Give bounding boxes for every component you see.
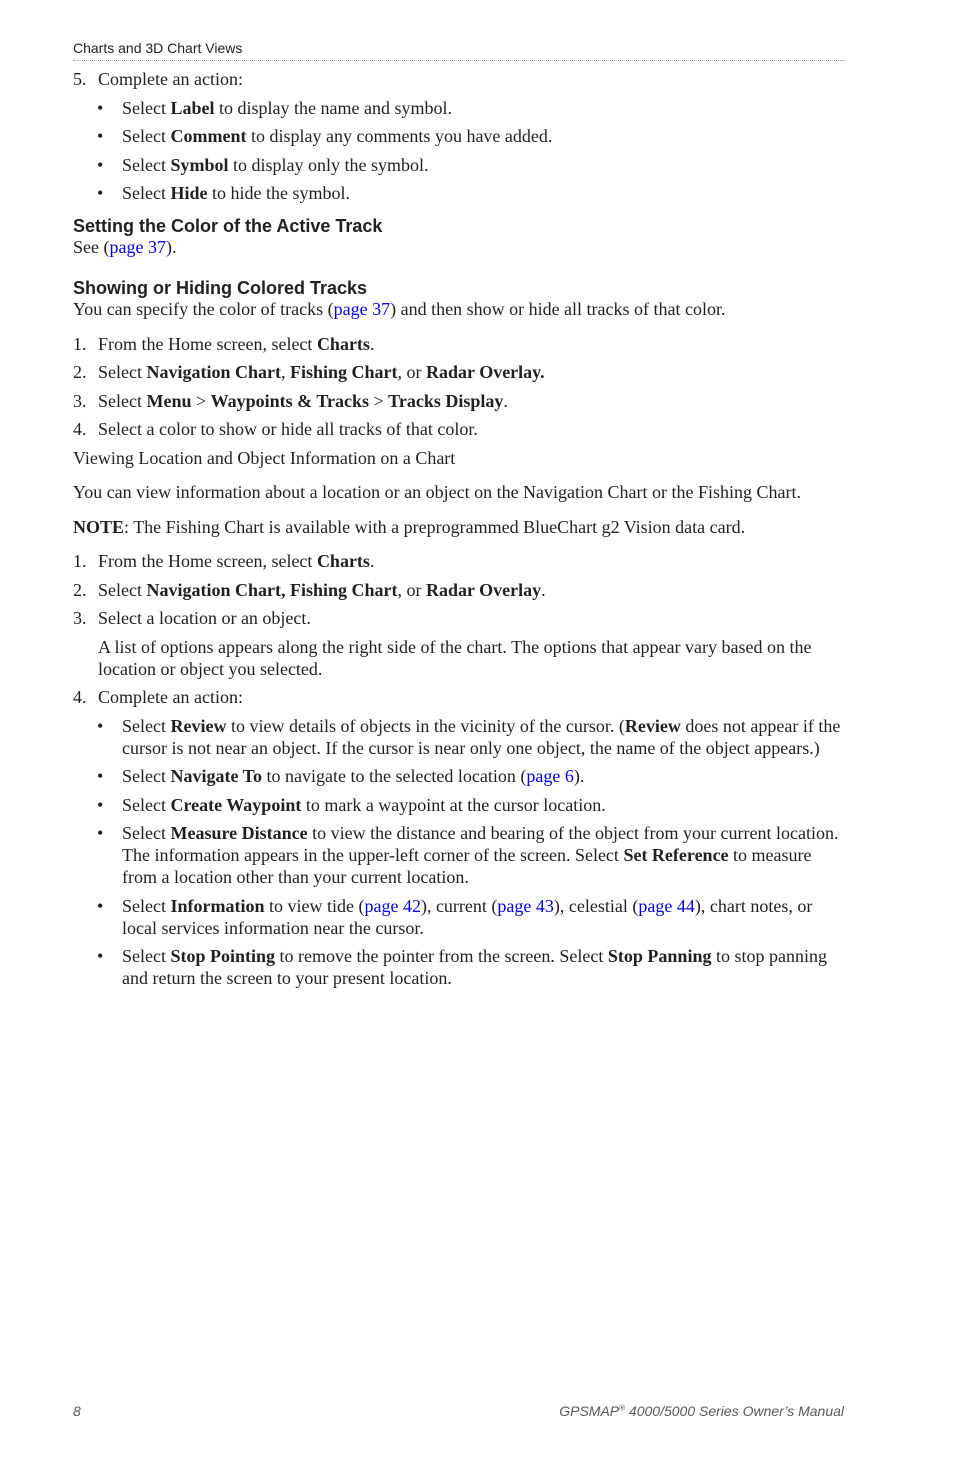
bullet-icon: • xyxy=(97,715,104,736)
step-number: 3. xyxy=(73,390,87,411)
page-content xyxy=(73,68,845,996)
bullet-icon: • xyxy=(97,946,104,966)
step-number: 1. xyxy=(73,333,87,354)
note xyxy=(73,516,845,538)
bullet-create-waypoint: • Select Create Waypoint to mark a waypoint at the cursor location. xyxy=(97,794,606,815)
option-hide: Hide xyxy=(170,183,208,203)
viewing-location-intro: You can view information about a location or an object on the Navigation Chart or the Fishing Chart. xyxy=(73,482,802,502)
bullet-icon: • xyxy=(97,823,104,843)
bullet-icon: • xyxy=(97,895,104,916)
viewing-step-3-detail: A list of options appears along the right side of the chart. The options that appear vary based on the location or object you selected. xyxy=(98,636,812,679)
page-number: 8 xyxy=(73,1403,81,1419)
step-number: 4. xyxy=(73,419,87,439)
tracks-step-2: 2. Select Navigation Chart, Fishing Chart, or Radar Overlay. xyxy=(73,362,545,382)
viewing-step-4: 4. Complete an action: xyxy=(73,687,243,707)
bullet-icon: • xyxy=(97,97,104,118)
bullet-hide: • Select Hide to hide the symbol. xyxy=(97,183,350,203)
bullet-icon: • xyxy=(97,183,104,203)
manual-title: GPSMAP® 4000/5000 Series Owner’s Manual xyxy=(559,1403,844,1419)
page-42-link[interactable]: page 42 xyxy=(364,895,421,916)
bullet-review: • Select Review to view details of objects in the vicinity of the cursor. (Review does not appear if the cursor is not near an object. If the cursor is near only one object, the name of the object appears.) xyxy=(97,715,841,758)
bullet-measure-distance: • Select Measure Distance to view the distance and bearing of the object from your current location. The information appears in the upper-left corner of the screen. Select Set Reference to measure from a location other than your current location. xyxy=(97,823,839,887)
bullet-navigate-to: • Select Navigate To to navigate to the selected location (page 6). xyxy=(97,766,585,786)
tracks-step-4: 4. Select a color to show or hide all tracks of that color. xyxy=(73,419,478,439)
bullet-information: • Select Information to view tide (page 42), current (page 43), celestial (page 44), chart notes, or local services information near the cursor. xyxy=(97,895,813,938)
running-header xyxy=(73,40,845,61)
option-symbol: Symbol xyxy=(170,154,229,175)
bullet-comment: • Select Comment to display any comments you have added. xyxy=(97,126,553,146)
viewing-location-title: Viewing Location and Object Information on a Chart xyxy=(73,447,456,468)
bullet-symbol: • Select Symbol to display only the symbol. xyxy=(97,154,429,175)
bullet-icon: • xyxy=(97,154,104,175)
option-label: Label xyxy=(170,97,215,118)
colored-tracks-intro: You can specify the color of tracks (page 37) and then show or hide all tracks of that color. xyxy=(73,299,726,319)
registered-mark: ® xyxy=(619,1403,626,1413)
option-comment: Comment xyxy=(170,126,247,146)
bullet-icon: • xyxy=(97,794,104,815)
step-number: 2. xyxy=(73,579,87,600)
heading-colored-tracks: Showing or Hiding Colored Tracks xyxy=(73,278,368,298)
bullet-icon: • xyxy=(97,126,104,146)
step-number: 2. xyxy=(73,362,87,382)
step-number: 1. xyxy=(73,551,87,571)
step-text: Complete an action: xyxy=(98,69,243,89)
step-number: 3. xyxy=(73,608,87,628)
viewing-step-2: 2. Select Navigation Chart, Fishing Chart, or Radar Overlay. xyxy=(73,579,546,600)
tracks-step-3: 3. Select Menu > Waypoints & Tracks > Tracks Display. xyxy=(73,390,508,411)
bullet-label: • Select Label to display the name and symbol. xyxy=(97,97,452,118)
bullet-icon: • xyxy=(97,766,104,786)
page-37-link[interactable]: page 37 xyxy=(333,299,391,319)
note-label: NOTE xyxy=(73,516,125,537)
page-44-link[interactable]: page 44 xyxy=(638,895,695,916)
viewing-step-3: 3. Select a location or an object. xyxy=(73,608,311,628)
page-43-link[interactable]: page 43 xyxy=(497,895,554,916)
note-text: : The Fishing Chart is available with a preprogrammed BlueChart g2 Vision data card. xyxy=(124,516,746,537)
step-number: 4. xyxy=(73,687,87,707)
tracks-step-1: 1. From the Home screen, select Charts. xyxy=(73,333,375,354)
page-6-link[interactable]: page 6 xyxy=(526,766,574,786)
step-number: 5. xyxy=(73,69,87,89)
heading-active-track-color: Setting the Color of the Active Track xyxy=(73,216,383,236)
bullet-stop-pointing: • Select Stop Pointing to remove the pointer from the screen. Select Stop Panning to stop panning and return the screen to your present location. xyxy=(97,946,827,988)
active-track-see-text: See (page 37). xyxy=(73,237,177,257)
step-complete-action xyxy=(73,68,845,90)
page-37-link[interactable]: page 37 xyxy=(109,237,166,257)
section-title: Charts and 3D Chart Views xyxy=(73,40,243,56)
viewing-step-1: 1. From the Home screen, select Charts. xyxy=(73,551,375,571)
